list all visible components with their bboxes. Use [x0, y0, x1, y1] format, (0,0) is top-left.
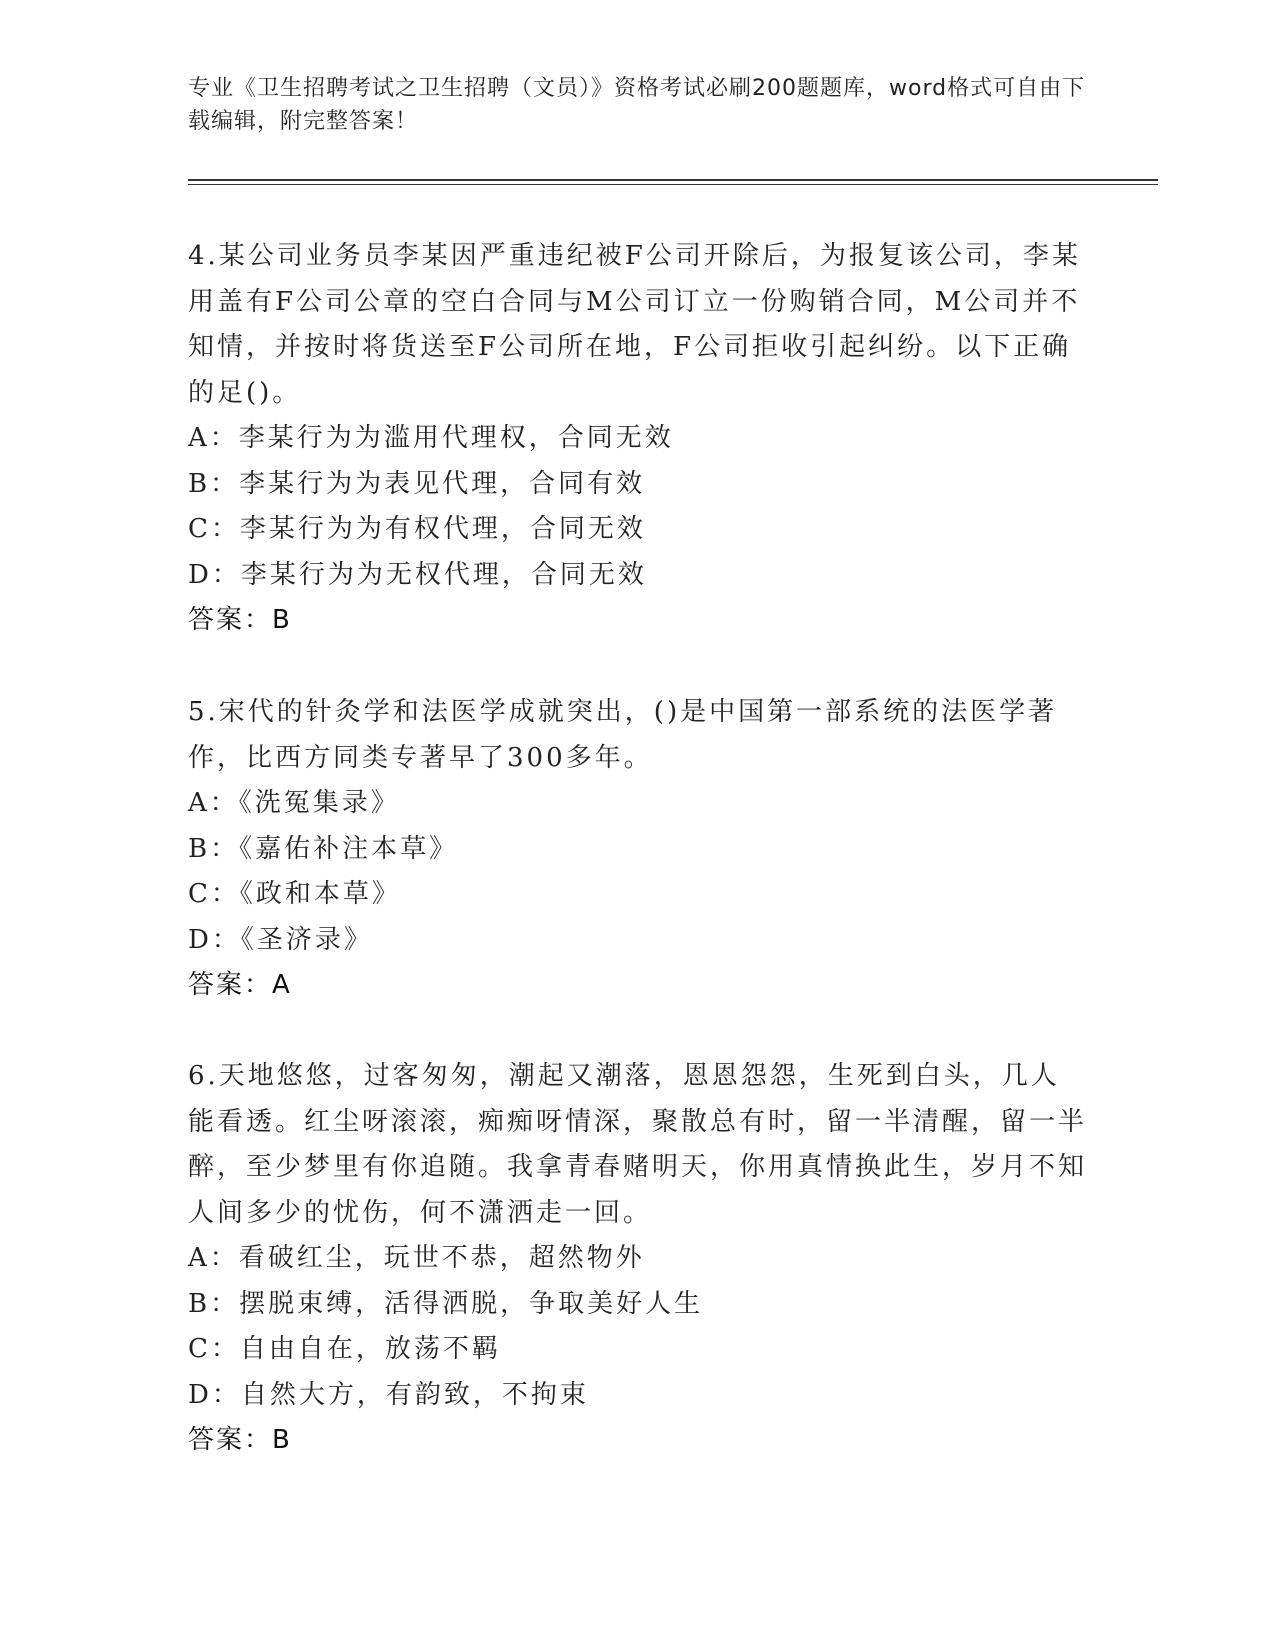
option-c: C：李某行为为有权代理，合同无效 [188, 514, 646, 544]
option-a: A：看破红尘，玩世不恭，超然物外 [188, 1243, 645, 1273]
question-stem: 5.宋代的针灸学和法医学成就突出，()是中国第一部系统的法医学著作，比西方同类专著早了300多年。 [188, 697, 1058, 773]
option-c: C：《政和本草》 [188, 879, 401, 909]
option-b: B：《嘉佑补注本草》 [188, 833, 459, 864]
option-d: D：《圣济录》 [188, 924, 373, 955]
option-a: A：李某行为为滥用代理权，合同无效 [188, 423, 674, 453]
question-stem: 6.天地悠悠，过客匆匆，潮起又潮落，恩恩怨怨，生死到白头，几人能看透。红尘呀滚滚，痴痴呀情深，聚散总有时，留一半清醒，留一半醉，至少梦里有你追随。我拿青春赌明天，你用真情换此生，岁月不知人间多少的忧伤，何不潇洒走一回。 [188, 1061, 1088, 1228]
question-stem: 4.某公司业务员李某因严重违纪被F公司开除后，为报复该公司，李某用盖有F公司公章的空白合同与M公司订立一份购销合同，M公司并不知情，并按时将货送至F公司所在地，F公司拒收引起纠纷。以下正确的足()。 [188, 241, 1081, 408]
question-5 [188, 690, 1088, 1009]
option-b: B：李某行为为表见代理，合同有效 [188, 468, 646, 499]
question-6 [188, 1054, 1088, 1464]
option-d: D：李某行为为无权代理，合同无效 [188, 559, 647, 590]
answer-label: 答案：B [188, 1425, 292, 1455]
question-4 [188, 234, 1088, 644]
answer-label: 答案：A [188, 970, 292, 1000]
option-c: C：自由自在，放荡不羁 [188, 1334, 501, 1364]
option-a: A：《洗冤集录》 [188, 788, 400, 818]
answer-label: 答案：B [188, 605, 292, 635]
option-d: D：自然大方，有韵致，不拘束 [188, 1379, 589, 1410]
document-header: 专业《卫生招聘考试之卫生招聘（文员）》资格考试必刷200题题库，word格式可自由下载编辑，附完整答案！ [188, 76, 1086, 134]
header-divider [188, 179, 1158, 181]
option-b: B：摆脱束缚，活得洒脱，争取美好人生 [188, 1288, 704, 1319]
header-divider-thin [188, 184, 1158, 185]
